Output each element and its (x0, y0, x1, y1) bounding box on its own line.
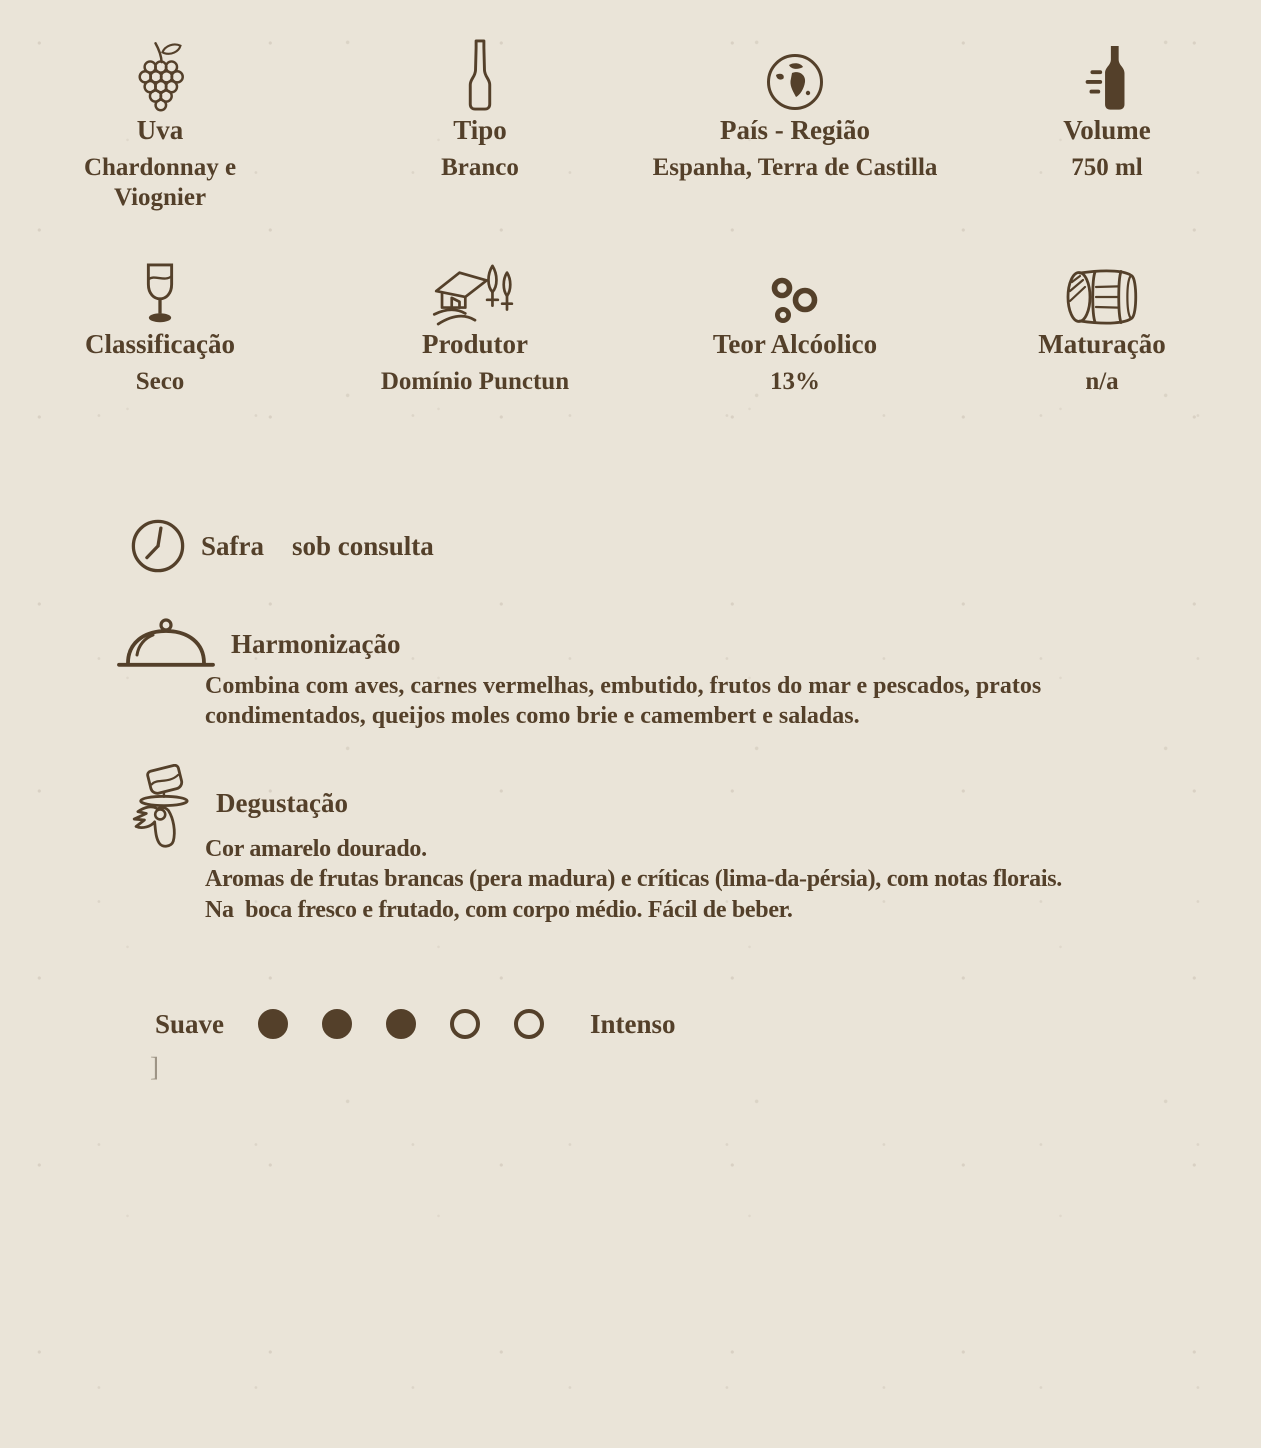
bubbles-icon (670, 250, 920, 326)
attribute-maturation (977, 250, 1227, 397)
safra-value: sob consulta (292, 530, 434, 561)
wine-bottle-icon (355, 36, 605, 112)
degustacao-line: Na boca fresco e frutado, com corpo médio. Fácil de beber. (205, 896, 793, 923)
wine-glass-icon (35, 250, 285, 326)
globe-icon (630, 36, 960, 112)
attribute-classification (35, 250, 285, 397)
safra-section (130, 518, 434, 574)
attribute-producer (350, 250, 600, 397)
intensity-scale (155, 1006, 676, 1042)
grapes-icon (35, 36, 285, 112)
degustacao-line: Cor amarelo dourado. (205, 836, 427, 862)
degustacao-title: Degustação (216, 788, 348, 818)
intensity-right-label: Intenso (590, 1008, 676, 1039)
barrel-icon (977, 250, 1227, 326)
attribute-grape (35, 36, 285, 213)
attribute-alcohol (670, 250, 920, 397)
attribute-value: Chardonnay e Viognier (83, 153, 237, 211)
attribute-label: Uva (136, 115, 184, 145)
cloche-icon (116, 618, 216, 670)
winery-icon (350, 250, 600, 326)
attribute-country-region (630, 36, 960, 183)
harmonizacao-title: Harmonização (231, 628, 401, 659)
attribute-value: n/a (1085, 367, 1119, 395)
attribute-volume (982, 36, 1232, 183)
attribute-label: Produtor (422, 329, 528, 359)
attribute-label: Teor Alcóolico (712, 329, 878, 359)
stray-bracket: ] (150, 1052, 159, 1082)
attribute-value: 750 ml (1071, 153, 1143, 181)
attribute-label: Volume (1063, 115, 1151, 145)
attribute-value: Seco (135, 367, 185, 395)
intensity-dot (386, 1009, 416, 1039)
attribute-label: Maturação (1038, 329, 1166, 359)
clock-icon (130, 518, 186, 574)
intensity-dot (322, 1009, 352, 1039)
harmonizacao-section (116, 618, 400, 670)
attribute-value: 13% (770, 367, 820, 395)
attribute-label: País - Região (720, 115, 870, 145)
safra-label: Safra (201, 530, 264, 561)
attribute-value: Espanha, Terra de Castilla (652, 153, 938, 181)
harmonizacao-text: Combina com aves, carnes vermelhas, embutido, frutos do mar e pescados, pratos condimentados, queijos moles como brie e camembert e saladas. (205, 673, 1042, 730)
attribute-value: Domínio Punctun (380, 367, 570, 395)
degustacao-line: Aromas de frutas brancas (pera madura) e críticas (lima-da-pérsia), com notas florais. (205, 866, 1062, 893)
degustacao-text (205, 834, 1062, 925)
sommelier-icon (124, 764, 202, 850)
attribute-label: Tipo (453, 115, 507, 145)
attribute-label: Classificação (85, 329, 235, 359)
intensity-dot (450, 1009, 480, 1039)
intensity-dot (514, 1009, 544, 1039)
attribute-type (355, 36, 605, 183)
intensity-left-label: Suave (155, 1008, 225, 1039)
intensity-dot (258, 1009, 288, 1039)
volume-bottle-icon (982, 36, 1232, 112)
intensity-dots (258, 1009, 544, 1039)
attribute-value: Branco (441, 153, 519, 181)
